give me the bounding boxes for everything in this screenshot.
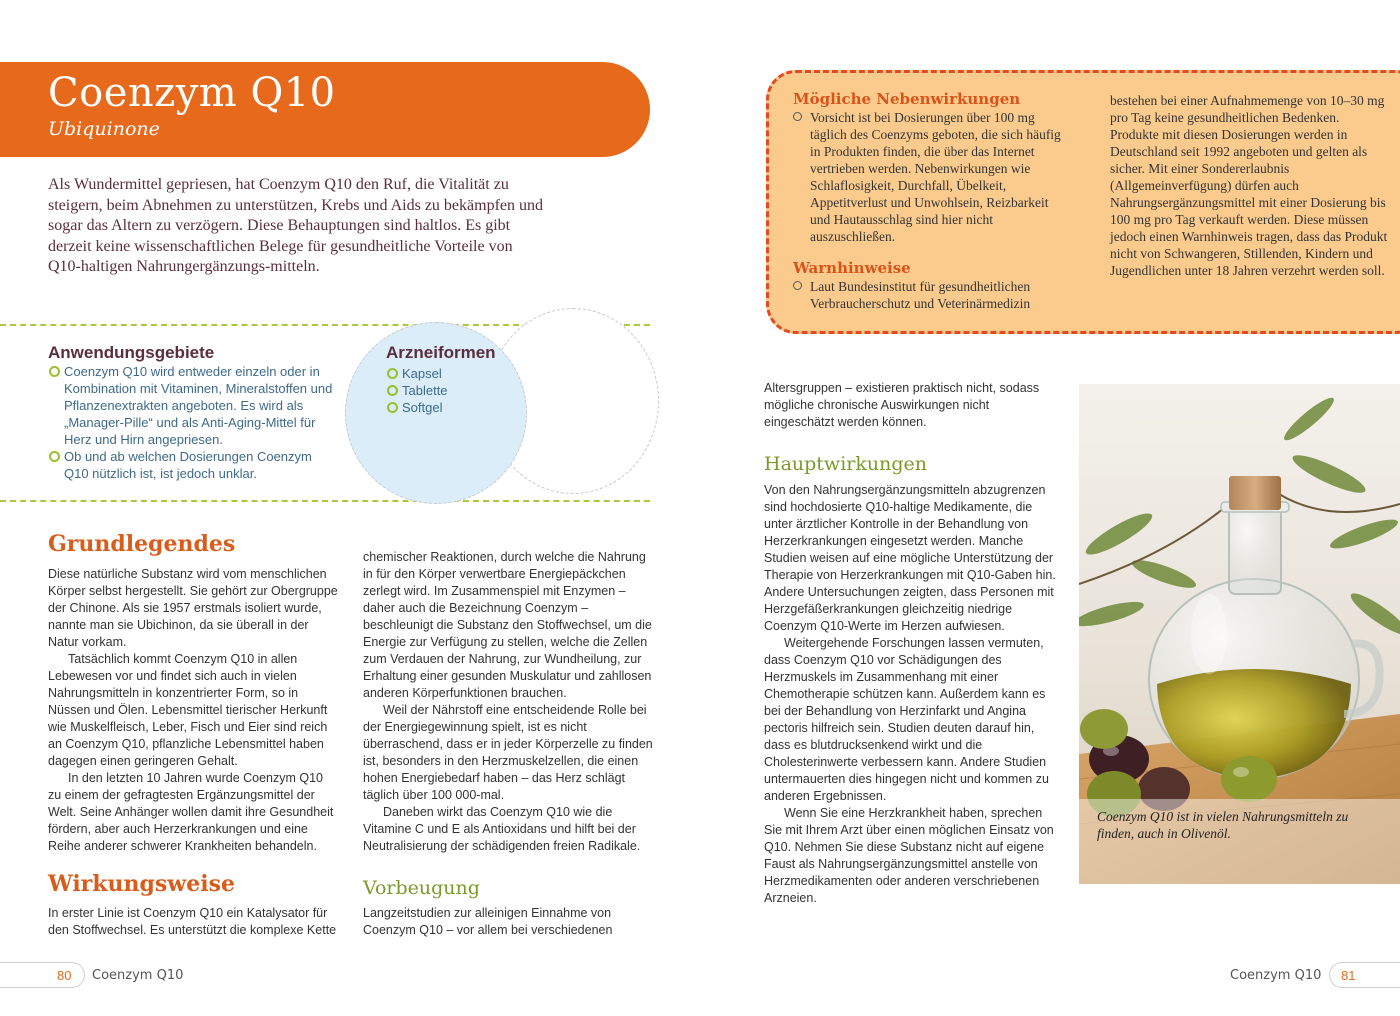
paragraph: Von den Nahrungsergänzungsmitteln abzugrenzen sind hochdosierte Q10-haltige Medikamente, die unter ärztlicher Kontrolle in der Behandlung von Herzerkrankungen eingesetzt werden. Manche Studien weisen auf eine mögliche Unterstützung der Therapie von Herzerkrankungen mit Q10-Gaben hin. Andere Untersuchungen zeigten, dass Personen mit Herzgefäßerkrankungen gleichzeitig niedrige Coenzym Q10-Werte im Herzen aufwiesen. bbox=[764, 483, 1056, 633]
wirkungsweise-heading: Wirkungsweise bbox=[48, 871, 235, 897]
arzneiformen-list bbox=[386, 365, 506, 416]
grundlegendes-text bbox=[48, 566, 338, 855]
intro-paragraph: Als Wundermittel gepriesen, hat Coenzym Q10 den Ruf, die Vitalität zu steigern, beim Abnehmen zu unterstützen, Krebs und Aids zu bekämpfen und sogar das Altern zu verzögern. Diese Behauptungen sind haltlos. Es gibt derzeit keine wissenschaftlichen Belege für gesundheitliche Vorteile von Q10-haltigen Nahrungergänzungs-mitteln. bbox=[48, 176, 543, 276]
anwendungsgebiete-title: Anwendungsgebiete bbox=[48, 343, 215, 362]
vorbeugung-continued bbox=[764, 380, 1054, 431]
dashed-divider-bottom bbox=[0, 500, 650, 502]
photo-caption: Coenzym Q10 ist in vielen Nahrungsmitteln zu finden, auch in Olivenöl. bbox=[1097, 809, 1349, 841]
warnhinweise-continued: bestehen bei einer Aufnahmemenge von 10–30 mg pro Tag keine gesundheitlichen Bedenken. Produkte mit diesen Dosierungen werden in Deutschland seit 1992 angeboten und gelten als sicher. Mit einer Sondererlaubnis (Allgemeinverfügung) dürfen auch Nahrungsergänzungsmittel mit einer Dosierung bis 100 mg pro Tag verkauft werden. Diese müssen jedoch einen Warnhinweis tragen, dass das Produkt nicht von Schwangeren, Stillenden, Kindern und Jugendlichen unter 18 Jahren verzehrt werden soll. bbox=[1110, 93, 1388, 278]
warnhinweise-title: Warnhinweise bbox=[793, 259, 911, 277]
nebenwirkungen-title: Mögliche Nebenwirkungen bbox=[793, 90, 1021, 108]
grundlegendes-heading: Grundlegendes bbox=[48, 531, 236, 557]
running-head-left: Coenzym Q10 bbox=[92, 968, 184, 983]
list-item: Softgel bbox=[386, 399, 506, 416]
paragraph: Daneben wirkt das Coenzym Q10 wie die Vitamine C und E als Antioxidans und hilft bei der Neutralisierung der schädigenden freien Radikale. bbox=[363, 805, 641, 853]
folio-tab-left bbox=[0, 962, 85, 988]
paragraph: Weitergehende Forschungen lassen vermuten, dass Coenzym Q10 vor Schädigungen des Herzmuskels im Zusammenhang mit einer Chemotherapie schützen kann. Außerdem kann es bei der Behandlung von Herzinfarkt und Angina pectoris hilfreich sein. Studien deuten darauf hin, dass es blutdrucksenkend wirkt und die Cholesterinwerte verbessern kann. Andere Studien untermauerten dies hingegen nicht und kommen zu anderen Ergebnissen. bbox=[764, 636, 1049, 803]
running-head-right: Coenzym Q10 bbox=[1230, 968, 1322, 983]
hauptwirkungen-heading: Hauptwirkungen bbox=[764, 453, 927, 475]
wirkungsweise-text bbox=[48, 905, 338, 939]
column-two-text bbox=[363, 549, 655, 855]
paragraph: Diese natürliche Substanz wird vom menschlichen Körper selbst hergestellt. Sie gehört zur Obergruppe der Chinone. Als sie 1957 erstmals isoliert wurde, nannte man sie Ubichinon, da sie überall in der Natur vorkam. bbox=[48, 567, 338, 649]
page-number-left: 80 bbox=[57, 968, 72, 983]
hauptwirkungen-text bbox=[764, 482, 1056, 907]
paragraph: Tatsächlich kommt Coenzym Q10 in allen Lebewesen vor und findet sich auch in vielen Nahrungsmitteln in konzentrierter Form, so in Nüssen und Ölen. Lebensmittel tierischer Herkunft wie Muskelfleisch, Leber, Fisch und Eier sind reich an Coenzym Q10, pflanzliche Lebensmittel haben dagegen einen geringeren Gehalt. bbox=[48, 652, 328, 768]
list-item: Tablette bbox=[386, 382, 506, 399]
warnhinweise-list bbox=[793, 278, 1068, 312]
page-number-right: 81 bbox=[1341, 968, 1356, 983]
vorbeugung-text bbox=[363, 905, 655, 939]
paragraph: In erster Linie ist Coenzym Q10 ein Katalysator für den Stoffwechsel. Es unterstützt die komplexe Kette bbox=[48, 906, 337, 937]
vorbeugung-heading: Vorbeugung bbox=[363, 877, 480, 899]
list-item: Ob und ab welchen Dosierungen Coenzym Q10 nützlich ist, ist jedoch unklar. bbox=[48, 448, 338, 482]
page-title: Coenzym Q10 bbox=[48, 70, 336, 116]
paragraph: Wenn Sie eine Herzkrankheit haben, sprechen Sie mit Ihrem Arzt über einen möglichen Einsatz von Q10. Nehmen Sie diese Substanz nicht auf eigene Faust als Nahrungsergänzungsmittel anstelle von Herzmedikamenten oder anderen verschriebenen Arzneien. bbox=[764, 806, 1054, 905]
list-item: Vorsicht ist bei Dosierungen über 100 mg täglich des Coenzyms geboten, die sich häufig in Produkten finden, die über das Internet vertrieben werden. Nebenwirkungen wie Schlaflosigkeit, Durchfall, Übelkeit, Appetitverlust und Unwohlsein, Reizbarkeit und Hautausschlag sind hier nicht auszuschließen. bbox=[793, 109, 1068, 245]
paragraph: Weil der Nährstoff eine entscheidende Rolle bei der Energiegewinnung spielt, ist es nicht überraschend, dass er in jeder Körperzelle zu finden ist, besonders in den Herzmuskelzellen, die einen hohen Energiebedarf haben – das Herz schlägt täglich über 100 000-mal. bbox=[363, 703, 653, 802]
list-item: Coenzym Q10 wird entweder einzeln oder in Kombination mit Vitaminen, Mineralstoffen und Pflanzenextrakten angeboten. Es wird als „Manager-Pille“ und als Anti-Aging-Mittel für Herz und Hirn angepriesen. bbox=[48, 363, 338, 448]
nebenwirkungen-list bbox=[793, 109, 1068, 245]
paragraph: Altersgruppen – existieren praktisch nicht, sodass mögliche chronische Auswirkungen nicht eingeschätzt werden können. bbox=[764, 381, 1040, 429]
folio-tab-right bbox=[1329, 962, 1400, 988]
anwendungsgebiete-list bbox=[48, 363, 338, 482]
page-subtitle: Ubiquinone bbox=[48, 118, 160, 140]
arzneiformen-title: Arzneiformen bbox=[386, 343, 496, 362]
paragraph: Langzeitstudien zur alleinigen Einnahme von Coenzym Q10 – vor allem bei verschiedenen bbox=[363, 906, 613, 937]
paragraph: chemischer Reaktionen, durch welche die Nahrung in für den Körper verwertbare Energiepäckchen zerlegt wird. Im Zusammenspiel mit Enzymen – daher auch die Bezeichnung Coenzym – beschleunigt die Substanz den Stoffwechsel, um die Energie zur Verfügung zu stellen, welche die Zellen zum Verdauen der Nahrung, zur Wundheilung, zur Erhaltung einer gesunden Muskulatur und zahllosen anderen Körperfunktionen brauchen. bbox=[363, 550, 652, 700]
list-item: Kapsel bbox=[386, 365, 506, 382]
list-item: Laut Bundesinstitut für gesundheitlichen Verbraucherschutz und Veterinärmedizin bbox=[793, 278, 1068, 312]
paragraph: In den letzten 10 Jahren wurde Coenzym Q10 zu einem der gefragtesten Ergänzungsmittel der Welt. Seine Anhänger wollen damit ihre Gesundheit fördern, aber auch Herzerkrankungen und eine Reihe anderer schwerer Krankheiten behandeln. bbox=[48, 771, 334, 853]
